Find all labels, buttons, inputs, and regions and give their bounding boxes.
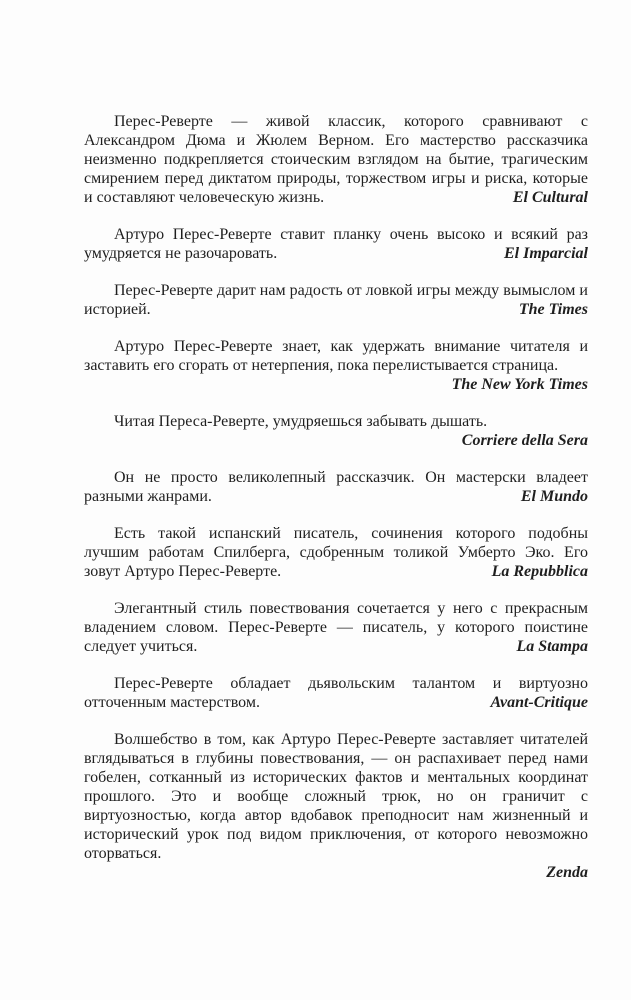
quote-text <box>84 674 588 712</box>
quote-attribution: Corriere della Sera <box>461 432 588 449</box>
quote-attribution: El Cultural <box>512 189 588 206</box>
quote-text <box>84 524 588 581</box>
quote-attribution: Avant-Critique <box>490 694 588 711</box>
quote-text <box>84 730 588 882</box>
quote-body: Он не просто великолепный рассказчик. Он мастерски владеет разными жанрами. <box>84 469 588 505</box>
quote-body: Волшебство в том, как Артуро Перес-Реверте заставляет читателей вглядываться в глубины повествования, — он распахивает перед нами гобелен, сотканный из исторических фактов и ментальных координат прошлого. Это и вообще сложный трюк, но он граничит с виртуозностью, когда автор вдобавок преподносит нам жизненный и исторический урок под видом приключения, от которого невозможно оторваться. <box>84 731 588 862</box>
quote-body: Есть такой испанский писатель, сочинения которого подобны лучшим работам Спилберга, сдобренным толикой Умберто Эко. Его зовут Артуро Перес-Реверте. <box>84 525 588 580</box>
quote-la-stampa <box>84 599 588 656</box>
quote-body: Артуро Перес-Реверте знает, как удержать внимание читателя и заставить его сгорать от нетерпения, пока перелистывается страница. <box>84 338 588 374</box>
quote-text <box>84 225 588 263</box>
quote-zenda <box>84 730 588 882</box>
quote-body: Перес-Реверте обладает дьявольским талантом и виртуозно отточенным мастерством. <box>84 675 588 711</box>
quote-attribution: The New York Times <box>451 376 588 393</box>
quote-text <box>84 599 588 656</box>
quote-new-york-times <box>84 337 588 394</box>
quote-text <box>84 112 588 207</box>
quote-the-times <box>84 281 588 319</box>
quote-avant-critique <box>84 674 588 712</box>
quote-attribution: The Times <box>518 301 588 318</box>
quote-text <box>84 468 588 506</box>
quote-body: Перес-Реверте дарит нам радость от ловкой игры между вымыслом и историей. <box>84 282 588 318</box>
quote-text <box>84 412 588 450</box>
quote-el-imparcial <box>84 225 588 263</box>
press-quotes-block <box>84 112 588 882</box>
quote-attribution: La Stampa <box>516 638 588 655</box>
quote-attribution: La Repubblica <box>491 563 588 580</box>
quote-corriere-della-sera <box>84 412 588 450</box>
quote-attribution: El Mundo <box>520 488 588 505</box>
quote-el-cultural <box>84 112 588 207</box>
quote-body: Артуро Перес-Реверте ставит планку очень высоко и всякий раз умудряется не разочаровать. <box>84 226 588 262</box>
quote-el-mundo <box>84 468 588 506</box>
quote-body: Перес-Реверте — живой классик, которого сравнивают с Александром Дюма и Жюлем Верном. Его мастерство рассказчика неизменно подкрепляется стоическим взглядом на бытие, трагическим смирением перед диктатом природы, торжеством игры и риска, которые и составляют человеческую жизнь. <box>84 113 588 206</box>
quote-body: Читая Переса-Реверте, умудряешься забывать дышать. <box>114 413 488 430</box>
quote-attribution: El Imparcial <box>503 245 588 262</box>
quote-text <box>84 337 588 394</box>
quote-la-repubblica <box>84 524 588 581</box>
quote-body: Элегантный стиль повествования сочетается у него с прекрасным владением словом. Перес-Реверте — писатель, у которого поистине следует учиться. <box>84 600 588 655</box>
quote-text <box>84 281 588 319</box>
quote-attribution: Zenda <box>546 864 588 881</box>
